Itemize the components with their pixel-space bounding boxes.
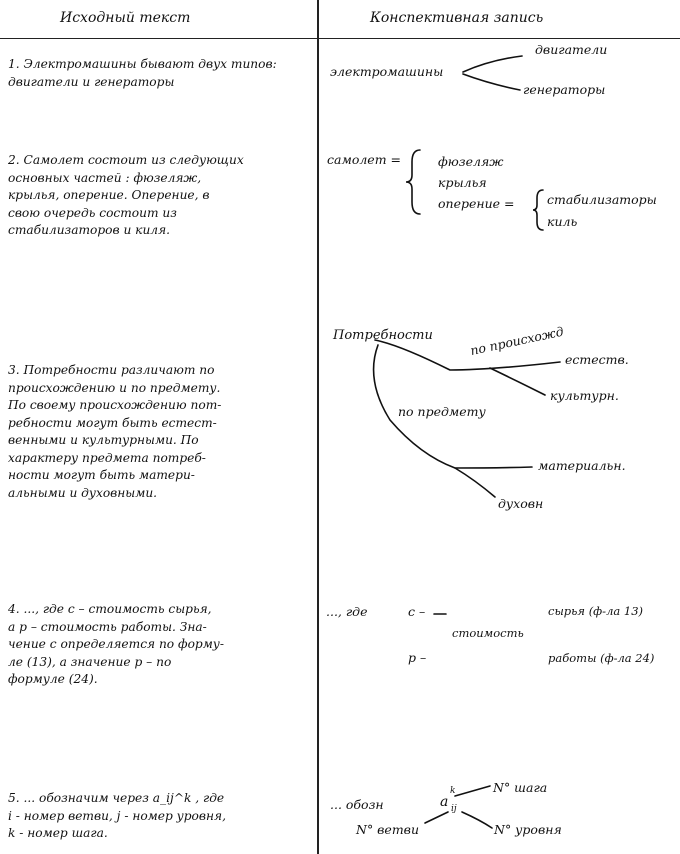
summary-5-step: N° шага: [493, 780, 548, 795]
summary-5-level: N° уровня: [494, 822, 562, 837]
summary-4-lead: ..., где: [326, 604, 368, 619]
summary-5-sub: ij: [451, 804, 457, 814]
summary-3-leaf-spiritual: духовн: [498, 496, 544, 511]
summary-5-symbol: a: [440, 794, 449, 810]
summary-2-part-wings: крылья: [438, 175, 487, 190]
summary-4-cost: стоимость: [452, 626, 524, 640]
summary-3-leaf-cultural: культурн.: [550, 388, 619, 403]
summary-1-branch-motors: двигатели: [535, 42, 608, 57]
summary-3-leaf-material: материальн.: [538, 458, 626, 473]
source-item-5: 5. ... обозначим через a_ij^k , где i - номер ветви, j - номер уровня, k - номер шага.: [8, 791, 226, 840]
summary-5-branch: N° ветви: [356, 822, 420, 837]
summary-3-branch-origin: по происхожд: [468, 323, 565, 358]
header-source-text: Исходный текст: [60, 10, 191, 26]
summary-3-root: Потребности: [333, 328, 433, 343]
source-item-2: 2. Самолет состоит из следующих основных частей : фюзеляж, крылья, оперение. Оперение, в свою очередь состоит из стабилизаторов и киля.: [8, 153, 244, 237]
summary-3-leaf-natural: естеств.: [565, 352, 629, 367]
header-summary-text: Конспективная запись: [370, 10, 544, 26]
source-item-1: 1. Электромашины бывают двух типов: двигатели и генераторы: [8, 57, 277, 89]
summary-4-p: p –: [408, 650, 427, 665]
summary-2-part-fuselage: фюзеляж: [438, 154, 504, 169]
summary-4-c: c –: [408, 604, 426, 619]
source-item-4: 4. ..., где c – стоимость сырья, а p – стоимость работы. Зна- чение c определяется по форму- ле (13), а значение p – по формуле (24).: [8, 602, 224, 686]
summary-4-raw-materials: сырья (ф-ла 13): [548, 604, 644, 618]
source-item-3: 3. Потребности различают по происхождению и по предмету. По своему происхождению пот- ребности могут быть естест- венными и культурными. По характеру предмета потреб- ности могут быть матери- альными и духовными.: [8, 363, 222, 500]
summary-5-lead: ... обозн: [330, 797, 384, 812]
summary-2-part-tail: оперение =: [438, 196, 515, 211]
summary-3-branch-object: по предмету: [398, 404, 486, 419]
summary-1-branch-generators: генераторы: [523, 82, 606, 97]
summary-1-root: электромашины: [330, 64, 444, 79]
summary-2-subpart-stabilizers: стабилизаторы: [547, 192, 657, 207]
summary-2-root: самолет =: [327, 152, 401, 167]
summary-5-sup: k: [450, 786, 456, 796]
summary-2-subpart-keel: киль: [547, 214, 578, 229]
summary-4-work: работы (ф-ла 24): [548, 651, 655, 665]
